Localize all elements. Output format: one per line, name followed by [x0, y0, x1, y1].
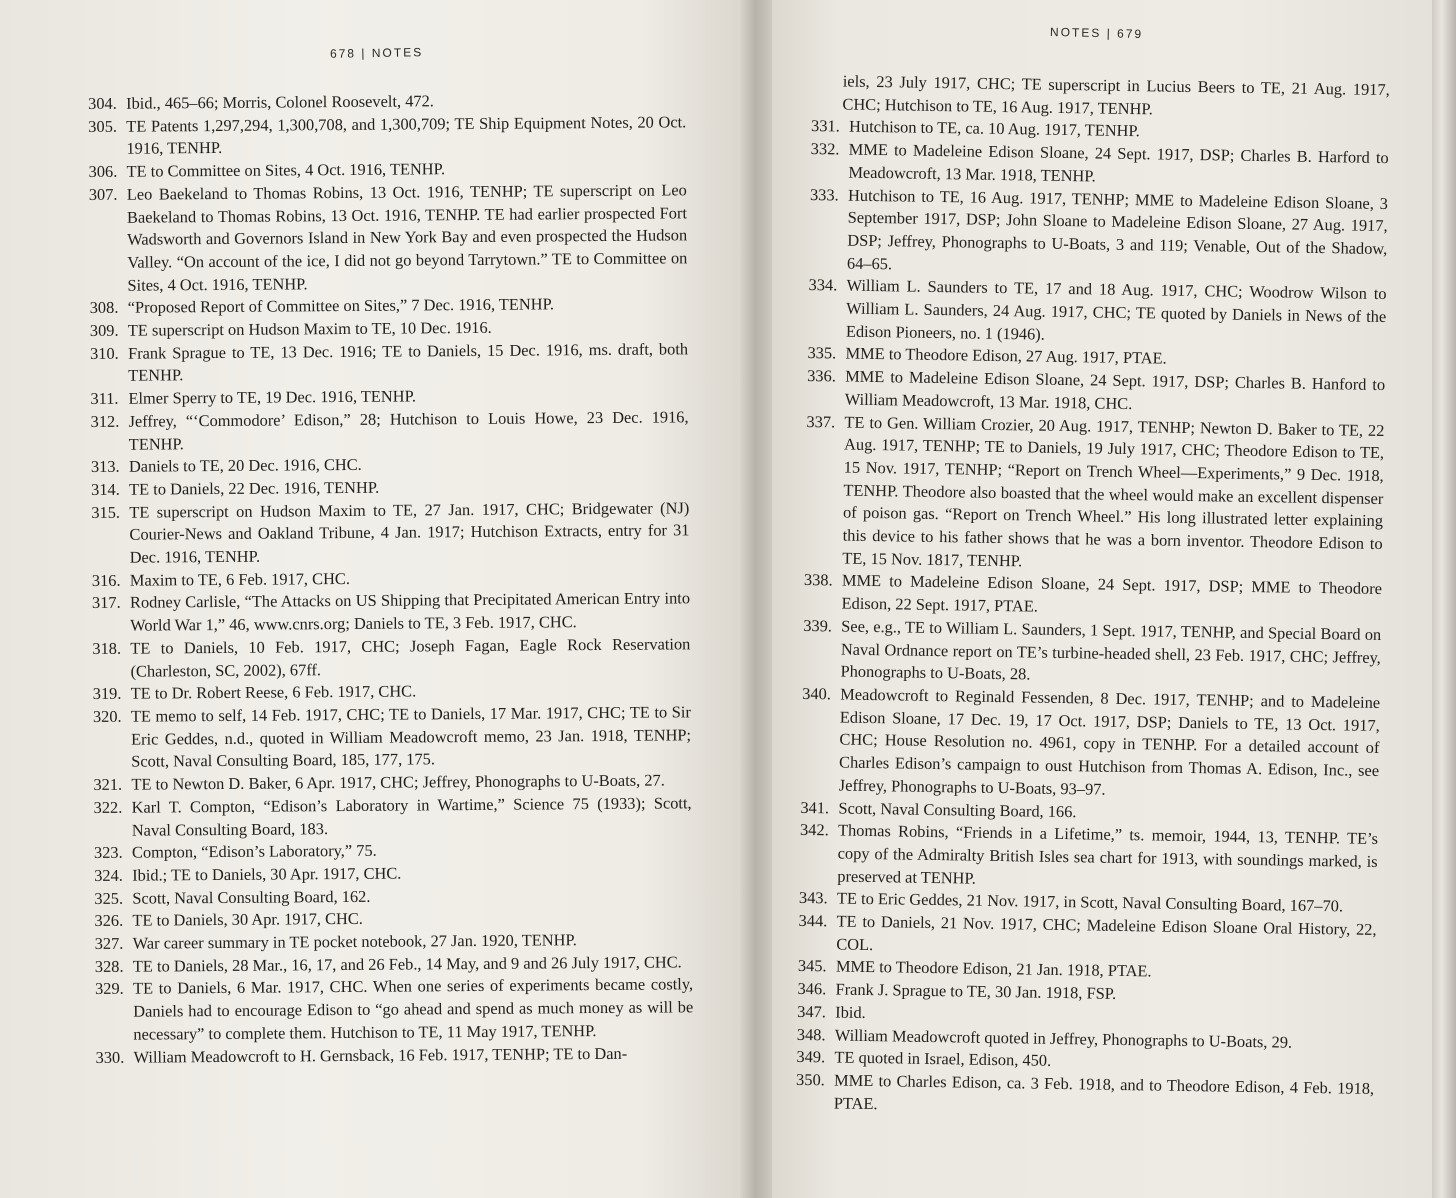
note-number: 350. [795, 1069, 825, 1090]
note-number: 347. [797, 1001, 827, 1022]
left-running-head: 678 | NOTES [329, 45, 424, 61]
note-text: MME to Madeleine Edison Sloane, 24 Sept. 1917, DSP; MME to Theodore Edison, 22 Sept. 1917, PTAE. [841, 571, 1383, 616]
note-number: 305. [88, 116, 118, 136]
note-text: TE superscript on Hudson Maxim to TE, 27 Jan. 1917, CHC; Bridgewater (NJ) Courier-News and Oakland Tribune, 4 Jan. 1917; Hutchison Extracts, entry for 31 Dec. 1916, TENHP. [129, 497, 690, 567]
note-text: MME to Charles Edison, ca. 3 Feb. 1918, and to Theodore Edison, 4 Feb. 1918, PTAE. [833, 1070, 1375, 1113]
note-text: Daniels to TE, 20 Dec. 1916, CHC. [128, 455, 362, 476]
note-number: 327. [94, 933, 124, 953]
note-number: 332. [810, 139, 840, 159]
note-number: 321. [93, 774, 123, 795]
note-text: TE to Newton D. Baker, 6 Apr. 1917, CHC; Jeffrey, Phonographs to U-Boats, 27. [131, 770, 665, 794]
note-number: 346. [797, 979, 827, 999]
note-item [90, 406, 688, 456]
note-number: 306. [88, 161, 118, 182]
right-running-head: NOTES | 679 [1049, 24, 1144, 42]
note-number: 345. [797, 956, 827, 976]
page-edge [1432, 0, 1456, 1198]
note-text: Elmer Sperry to TE, 19 Dec. 1916, TENHP. [128, 386, 417, 408]
note-number: 333. [809, 184, 839, 204]
note-number: 335. [807, 343, 837, 363]
note-number: 309. [89, 320, 119, 341]
note-number: 348. [796, 1024, 826, 1044]
note-text: MME to Theodore Edison, 21 Jan. 1918, PTAE. [835, 956, 1152, 981]
note-number: 330. [95, 1047, 125, 1067]
note-text: Scott, Naval Consulting Board, 162. [132, 886, 371, 908]
note-item [93, 701, 692, 774]
note-number: 312. [90, 411, 120, 431]
note-text: TE superscript on Hudson Maxim to TE, 10 Dec. 1916. [127, 317, 492, 340]
note-text: TE to Daniels, 21 Nov. 1917, CHC; Madeleine Edison Sloane Oral History, 22, COL. [836, 911, 1377, 954]
note-number: 323. [93, 842, 123, 863]
book-gutter [740, 0, 774, 1198]
note-text: Rodney Carlisle, “The Attacks on US Shipping that Precipitated American Entry into World War 1,” 46, www.cnrs.org; Daniels to TE, 3 Feb. 1917, CHC. [129, 588, 691, 635]
note-item [808, 274, 1387, 351]
note-number: 331. [810, 116, 840, 136]
note-text: TE Patents 1,297,294, 1,300,708, and 1,300,709; TE Ship Equipment Notes, 20 Oct. 1916, TENHP. [126, 112, 687, 159]
note-text: TE to Gen. William Crozier, 20 Aug. 1917, TENHP; Newton D. Baker to TE, 22 Aug. 1917, TENHP; TE to Daniels, 19 July 1917, CHC; Theodore Edison to TE, 15 Nov. 1917, TENHP; “Report on Trench Wheel—Experiments,” 9 Dec. 1918, TENHP. Theodore also boasted that the wheel would make an excellent dispenser of poison gas. “Report on Trench Wheel.” His long illustrated letter explaining this device to his father shows that he was a born inventor. Theodore Edison to TE, 15 Nov. 1817, TENHP. [842, 412, 1385, 571]
note-text: MME to Theodore Edison, 27 Aug. 1917, PTAE. [845, 344, 1167, 369]
note-text: MME to Madeleine Edison Sloane, 24 Sept. 1917, DSP; Charles B. Hanford to William Meadowcroft, 13 Mar. 1918, CHC. [844, 366, 1386, 413]
note-text: Compton, “Edison’s Laboratory,” 75. [131, 840, 377, 862]
note-text: TE to Daniels, 30 Apr. 1917, CHC. [132, 909, 363, 930]
note-text: TE to Daniels, 6 Mar. 1917, CHC. When one series of experiments became costly, Daniels had to encourage Edison to “go ahead and spend as much money as will be necessary” to complete them. Hutchison to TE, 11 May 1917, TENHP. [132, 974, 694, 1044]
note-number: 325. [94, 888, 124, 908]
note-number: 320. [92, 706, 122, 726]
note-text: War career summary in TE pocket notebook, 27 Jan. 1920, TENHP. [132, 930, 577, 953]
note-text: Jeffrey, “‘Commodore’ Edison,” 28; Hutchison to Louis Howe, 23 Dec. 1916, TENHP. [128, 407, 689, 454]
note-text: Ibid. [835, 1002, 866, 1022]
note-item [802, 615, 1381, 692]
note-item [809, 184, 1388, 284]
note-number: 322. [93, 797, 123, 817]
note-number: 317. [91, 593, 121, 613]
note-text: TE quoted in Israel, Edison, 450. [834, 1047, 1052, 1071]
note-number: 338. [803, 570, 833, 590]
note-number: 337. [806, 411, 836, 431]
note-text: Leo Baekeland to Thomas Robins, 13 Oct. 1916, TENHP; TE superscript on Leo Baekeland to Thomas Robins, 13 Oct. 1916, TENHP. TE had earlier prospected Fort Wadsworth and Governors Island in New York Bay and even prospected the Hudson Valley. “On account of the ice, I did not go beyond Tarrytown.” TE to Committee on Sites, 4 Oct. 1916, TENHP. [126, 180, 688, 295]
note-number: 308. [89, 298, 119, 318]
note-number: 314. [91, 479, 120, 499]
note-item [92, 633, 690, 683]
note-item [95, 974, 694, 1047]
note-text: Frank J. Sprague to TE, 30 Jan. 1918, FSP. [835, 979, 1117, 1004]
note-number: 307. [88, 184, 118, 204]
note-text: See, e.g., TE to William L. Saunders, 1 Sept. 1917, TENHP, and Special Board on Naval Ordnance report on TE’s turbine-headed shell, 23 Feb. 1917, CHC; Jeffrey, Phonographs to U-Boats, 28. [840, 616, 1382, 684]
note-text: Meadowcroft to Reginald Fessenden, 8 Dec. 1917, TENHP; and to Madeleine Edison Sloane, 17 Dec. 19, 17 Oct. 1917, DSP; Daniels to TE, 13 Oct. 1917, CHC; House Resolution no. 4961, copy in TENHP. For a detailed account of Charles Edison’s campaign to oust Hutchison from Thomas A. Edison, Inc., see Jeffrey, Phonographs to U-Boats, 93–97. [838, 684, 1381, 799]
note-text: Thomas Robins, “Friends in a Lifetime,” ts. memoir, 1944, 13, TENHP. TE’s copy of the Admiralty British Isles sea chart for 1913, with soundings marked, is preserved at TENHP. [837, 820, 1379, 888]
note-number: 315. [91, 502, 121, 522]
note-text: Maxim to TE, 6 Feb. 1917, CHC. [129, 568, 350, 590]
note-item [88, 111, 686, 161]
note-number: 341. [800, 797, 830, 817]
note-item [91, 497, 690, 570]
note-text: William Meadowcroft quoted in Jeffrey, Phonographs to U-Boats, 29. [834, 1025, 1293, 1052]
note-number: 329. [94, 979, 124, 999]
note-number: 310. [89, 343, 119, 363]
note-item [92, 588, 690, 638]
note-number: 313. [90, 457, 120, 477]
note-text: TE to Daniels, 10 Feb. 1917, CHC; Joseph Fagan, Eagle Rock Reservation (Charleston, SC, 2002), 67ff. [130, 634, 691, 681]
note-number: 304. [88, 93, 117, 113]
note-text: TE to Daniels, 22 Dec. 1916, TENHP. [129, 477, 380, 499]
note-number: 326. [94, 911, 124, 931]
note-text: “Proposed Report of Committee on Sites,” 7 Dec. 1916, TENHP. [127, 294, 555, 318]
note-number: 344. [798, 910, 828, 931]
note-text: William L. Saunders to TE, 17 and 18 Aug. 1917, CHC; Woodrow Wilson to William L. Saunders, 24 Aug. 1917, CHC; TE quoted by Daniels in News of the Edison Pioneers, no. 1 (1946). [845, 275, 1387, 344]
note-item [799, 819, 1378, 896]
note-text: Frank Sprague to TE, 13 Dec. 1916; TE to Daniels, 15 Dec. 1916, ms. draft, both TENHP. [127, 339, 689, 386]
note-number: 318. [92, 638, 122, 658]
note-item [95, 1042, 693, 1069]
note-text: TE to Eric Geddes, 21 Nov. 1917, in Scott, Naval Consulting Board, 167–70. [836, 888, 1344, 916]
note-number: 316. [91, 570, 121, 590]
note-text: Hutchison to TE, ca. 10 Aug. 1917, TENHP. [848, 116, 1141, 141]
note-number: 311. [90, 388, 119, 409]
right-notes-list [796, 70, 1390, 1123]
note-number: 342. [799, 820, 829, 840]
note-continuation: iels, 23 July 1917, CHC; TE superscript in Lucius Beers to TE, 21 Aug. 1917, CHC; Hutchison to TE, 16 Aug. 1917, TENHP. [842, 71, 1390, 119]
note-number: 343. [798, 888, 828, 908]
note-text: TE to Daniels, 28 Mar., 16, 17, and 26 Feb., 14 May, and 9 and 26 July 1917, CHC. [132, 952, 682, 976]
note-text: Karl T. Compton, “Edison’s Laboratory in Wartime,” Science 75 (1933); Scott, Naval Consulting Board, 183. [131, 793, 692, 840]
right-page [772, 0, 1432, 1198]
note-text: TE memo to self, 14 Feb. 1917, CHC; TE to Daniels, 17 Mar. 1917, CHC; TE to Sir Eric Geddes, n.d., quoted in William Meadowcroft memo, 23 Jan. 1918, TENHP; Scott, Naval Consulting Board, 185, 177, 175. [130, 702, 692, 772]
note-number: 328. [94, 956, 124, 976]
note-text: MME to Madeleine Edison Sloane, 24 Sept. 1917, DSP; Charles B. Harford to Meadowcroft, 13 Mar. 1918, TENHP. [848, 139, 1389, 186]
note-number: 334. [808, 275, 838, 295]
note-number: 339. [803, 615, 833, 636]
note-item [89, 179, 688, 297]
note-text: William Meadowcroft to H. Gernsback, 16 Feb. 1917, TENHP; TE to Dan- [133, 1043, 628, 1067]
note-number: 319. [92, 684, 122, 704]
note-item [90, 338, 688, 388]
note-text: TE to Dr. Robert Reese, 6 Feb. 1917, CHC. [130, 681, 417, 703]
note-number: 336. [807, 366, 837, 386]
note-number: 340. [802, 683, 832, 704]
note-text: TE to Committee on Sites, 4 Oct. 1916, TENHP. [126, 159, 446, 181]
note-item [94, 792, 692, 842]
note-item [796, 1069, 1375, 1123]
note-text: Hutchison to TE, 16 Aug. 1917, TENHP; MME to Madeleine Edison Sloane, 3 September 1917, DSP; John Sloane to Madeleine Edison Sloane, 27 Aug. 1917, DSP; Jeffrey, Phonographs to U-Boats, 3 and 119; Venable, Out of the Shadow, 64–65. [846, 185, 1389, 273]
note-text: Ibid., 465–66; Morris, Colonel Roosevelt, 472. [126, 91, 434, 113]
note-item [804, 411, 1384, 579]
note-text: Scott, Naval Consulting Board, 166. [838, 798, 1077, 821]
left-notes-list [88, 88, 694, 1069]
note-number: 324. [94, 865, 123, 885]
note-item [801, 683, 1381, 806]
note-text: Ibid.; TE to Daniels, 30 Apr. 1917, CHC. [132, 863, 402, 885]
note-number: 349. [796, 1047, 826, 1067]
